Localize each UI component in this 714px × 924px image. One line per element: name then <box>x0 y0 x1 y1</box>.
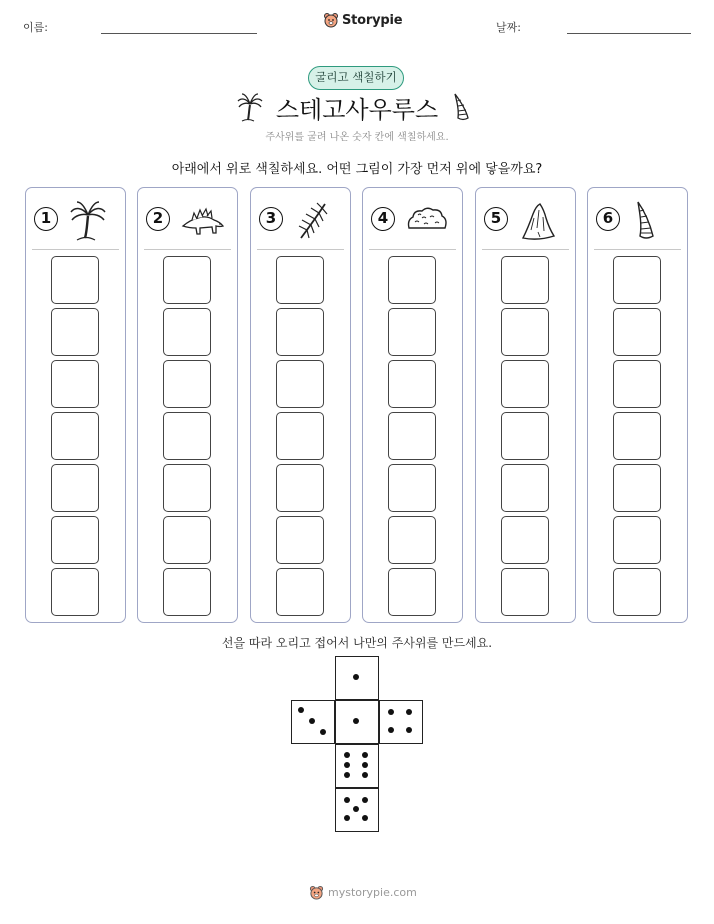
column-number: 4 <box>371 207 395 231</box>
name-label: 이름: <box>23 21 48 34</box>
color-cell[interactable] <box>276 464 324 512</box>
instruction-text: 아래에서 위로 색칠하세요. 어떤 그림이 가장 먼저 위에 닿을까요? <box>171 162 543 177</box>
color-cell[interactable] <box>276 308 324 356</box>
color-cell[interactable] <box>276 568 324 616</box>
volcano-rock-icon <box>518 200 558 242</box>
column-number: 1 <box>34 207 58 231</box>
color-cell[interactable] <box>501 516 549 564</box>
pip <box>309 718 315 724</box>
pip <box>353 718 359 724</box>
pip <box>298 707 304 713</box>
color-cell[interactable] <box>613 360 661 408</box>
fern-leaf-icon <box>293 200 333 242</box>
color-cell[interactable] <box>613 412 661 460</box>
dice-face-5 <box>335 788 379 832</box>
activity-badge: 굴리고 색칠하기 <box>308 66 404 90</box>
name-field[interactable] <box>101 33 257 34</box>
color-cell[interactable] <box>501 464 549 512</box>
color-cell[interactable] <box>51 568 99 616</box>
color-cell[interactable] <box>163 412 211 460</box>
column-divider <box>144 249 231 250</box>
brand-name: Storypie <box>342 12 403 28</box>
pip <box>406 709 412 715</box>
palm-tree-icon <box>68 200 108 242</box>
race-column-4 <box>362 187 463 623</box>
pip <box>353 674 359 680</box>
column-divider <box>482 249 569 250</box>
pip <box>353 806 359 812</box>
column-number: 6 <box>596 207 620 231</box>
color-cell[interactable] <box>163 516 211 564</box>
subtitle: 주사위를 굴려 나온 숫자 칸에 색칠하세요. <box>265 132 449 143</box>
horn-shell-icon <box>452 92 472 122</box>
pip <box>362 772 368 778</box>
color-cell[interactable] <box>388 568 436 616</box>
color-cell[interactable] <box>51 308 99 356</box>
race-column-3 <box>250 187 351 623</box>
dice-face-4 <box>379 700 423 744</box>
cut-instruction: 선을 따라 오리고 접어서 나만의 주사위를 만드세요. <box>221 636 493 650</box>
race-column-2 <box>137 187 238 623</box>
color-cell[interactable] <box>51 412 99 460</box>
color-cell[interactable] <box>388 412 436 460</box>
dice-face-1 <box>335 656 379 700</box>
color-cell[interactable] <box>501 308 549 356</box>
pip <box>344 797 350 803</box>
dice-face-3 <box>291 700 335 744</box>
column-number: 5 <box>484 207 508 231</box>
column-divider <box>594 249 681 250</box>
column-divider <box>32 249 119 250</box>
color-cell[interactable] <box>163 256 211 304</box>
color-cell[interactable] <box>51 464 99 512</box>
horn-shell-icon <box>630 200 660 242</box>
dice-face-1-center <box>335 700 379 744</box>
logo <box>323 12 402 28</box>
date-field[interactable] <box>567 33 691 34</box>
color-cell[interactable] <box>388 256 436 304</box>
stegosaurus-icon <box>180 200 226 240</box>
color-cell[interactable] <box>501 568 549 616</box>
color-cell[interactable] <box>388 464 436 512</box>
color-cell[interactable] <box>613 308 661 356</box>
race-column-6 <box>587 187 688 623</box>
color-cell[interactable] <box>163 568 211 616</box>
race-column-5 <box>475 187 576 623</box>
color-cell[interactable] <box>388 360 436 408</box>
color-cell[interactable] <box>51 256 99 304</box>
pip <box>344 752 350 758</box>
column-number: 3 <box>259 207 283 231</box>
date-label: 날짜: <box>496 21 521 34</box>
color-cell[interactable] <box>51 516 99 564</box>
bush-icon <box>405 200 449 240</box>
color-cell[interactable] <box>501 412 549 460</box>
color-cell[interactable] <box>163 360 211 408</box>
dice-face-6 <box>335 744 379 788</box>
color-cell[interactable] <box>276 360 324 408</box>
footer <box>309 885 417 900</box>
color-cell[interactable] <box>163 308 211 356</box>
pip <box>362 752 368 758</box>
color-cell[interactable] <box>388 516 436 564</box>
color-cell[interactable] <box>51 360 99 408</box>
column-divider <box>369 249 456 250</box>
color-cell[interactable] <box>501 360 549 408</box>
color-cell[interactable] <box>501 256 549 304</box>
pip <box>320 729 326 735</box>
pip <box>362 797 368 803</box>
color-cell[interactable] <box>163 464 211 512</box>
pip <box>344 772 350 778</box>
footer-url[interactable]: mystorypie.com <box>328 886 417 899</box>
page-title: 스테고사우루스 <box>275 96 439 124</box>
color-cell[interactable] <box>613 568 661 616</box>
pip <box>344 815 350 821</box>
color-cell[interactable] <box>613 516 661 564</box>
color-cell[interactable] <box>276 412 324 460</box>
column-number: 2 <box>146 207 170 231</box>
column-divider <box>257 249 344 250</box>
storypie-mascot-icon <box>309 885 324 900</box>
pip <box>388 727 394 733</box>
pip <box>362 762 368 768</box>
pip <box>406 727 412 733</box>
pip <box>362 815 368 821</box>
color-cell[interactable] <box>613 464 661 512</box>
race-column-1 <box>25 187 126 623</box>
pip <box>344 762 350 768</box>
storypie-mascot-icon <box>323 12 339 28</box>
color-cell[interactable] <box>388 308 436 356</box>
pip <box>388 709 394 715</box>
color-cell[interactable] <box>276 516 324 564</box>
color-cell[interactable] <box>276 256 324 304</box>
color-cell[interactable] <box>613 256 661 304</box>
